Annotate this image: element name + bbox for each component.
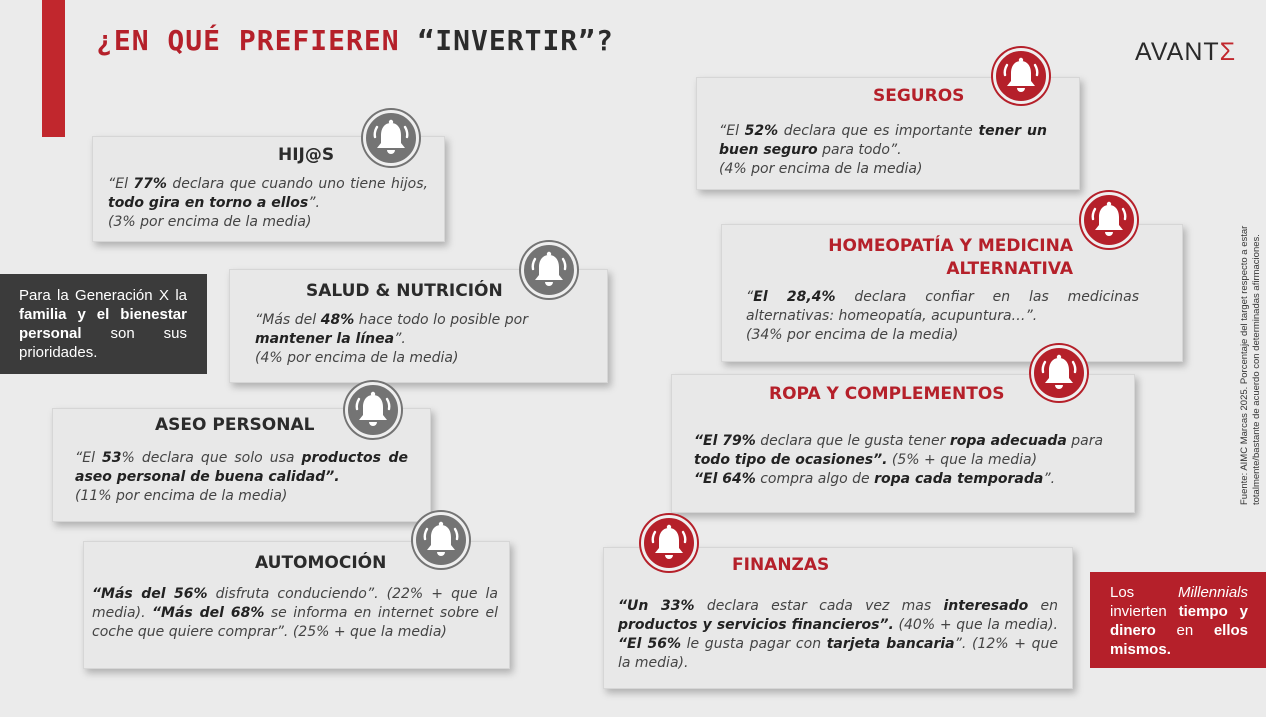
card-title: SALUD & NUTRICIÓN	[306, 281, 503, 301]
card-text: “Un 33% declara estar cada vez mas interesado en productos y servicios financieros”. (40% + que la media). “El 56% le gusta pagar con tarjeta bancaria”. (12% + que la media).	[618, 598, 1059, 671]
bell-icon	[521, 242, 577, 298]
bell-icon	[413, 512, 469, 568]
card-text: “Más del 48% hace todo lo posible por mantener la línea”. (4% por encima de la media)	[255, 312, 528, 366]
card-title: HOMEOPATÍA Y MEDICINA ALTERNATIVA	[828, 236, 1073, 279]
title-accent-bar	[42, 0, 65, 137]
card-text: “El 77% declara que cuando uno tiene hijos, todo gira en torno a ellos”. (3% por encima de la media)	[108, 176, 428, 230]
avante-logo: AVANTΣ	[1135, 38, 1237, 66]
bell-icon	[363, 110, 419, 166]
card-text: “El 52% declara que es importante tener un buen seguro para todo”. (4% por encima de la media)	[719, 123, 1047, 177]
card-title: SEGUROS	[873, 86, 965, 106]
page-title: ¿EN QUÉ PREFIEREN “INVERTIR”?	[96, 24, 614, 57]
card-title: ASEO PERSONAL	[155, 415, 315, 435]
card-title: FINANZAS	[732, 555, 830, 575]
card-text: “El 28,4% declara confiar en las medicinas alternativas: homeopatía, acupuntura…”. (34% por encima de la media)	[746, 289, 1139, 343]
millennials-callout: Los Millennials invierten tiempo y dinero en ellos mismos.	[1090, 572, 1266, 668]
bell-icon	[1031, 345, 1087, 401]
card-title: AUTOMOCIÓN	[255, 553, 387, 573]
bell-icon	[1081, 192, 1137, 248]
bell-icon	[993, 48, 1049, 104]
card-title: ROPA Y COMPLEMENTOS	[769, 384, 1005, 404]
card-text: “El 79% declara que le gusta tener ropa adecuada para todo tipo de ocasiones”. (5% + que la media) “El 64% compra algo de ropa cada temporada”.	[694, 433, 1104, 487]
bell-icon	[641, 515, 697, 571]
card-text: “El 53% declara que solo usa productos de aseo personal de buena calidad”. (11% por encima de la media)	[75, 450, 408, 504]
card-title: HIJ@S	[278, 145, 335, 165]
bell-icon	[345, 382, 401, 438]
card-text: “Más del 56% disfruta conduciendo”. (22% + que la media). “Más del 68% se informa en internet sobre el coche que quiere comprar”. (25% + que la media)	[92, 586, 498, 640]
source-note: Fuente: AIMC Marcas 2025. Porcentaje del target respecto a estar totalmente/bastante de acuerdo con determinadas afirmaciones.	[1239, 225, 1262, 505]
genx-callout: Para la Generación X la familia y el bienestar personal son sus prioridades.	[0, 274, 207, 374]
